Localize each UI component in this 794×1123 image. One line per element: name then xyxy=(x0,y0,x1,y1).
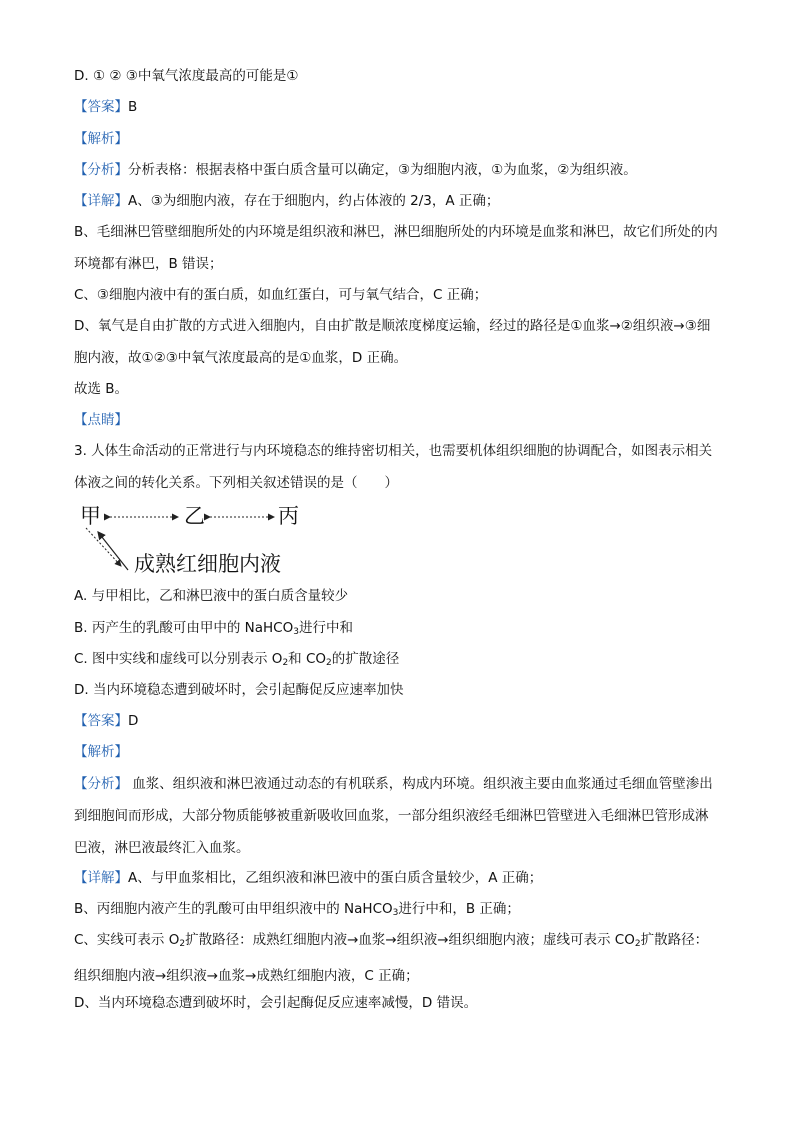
q2-detail-c: C、③细胞内液中有的蛋白质，如血红蛋白，可与氧气结合，C 正确； xyxy=(74,287,488,303)
q2-detail-a: 【详解】A、③为细胞内液，存在于细胞内，约占体液的 2/3，A 正确； xyxy=(74,193,500,209)
label-rbc: 成熟红细胞内液 xyxy=(134,552,281,576)
q3-option-c: C. 图中实线和虚线可以分别表示 $O_2$和 $CO_2$的扩散途径 xyxy=(74,651,400,668)
q3-stem: 3. 人体生命活动的正常进行与内环境稳态的维持密切相关，也需要机体组织细胞的协调配合，如图表示相关体液之间的转化关系。下列相关叙述错误的是（ ） xyxy=(74,443,713,491)
q3-detail-b: B、丙细胞内液产生的乳酸可由甲组织液中的 NaHCO$_3$进行中和，B 正确； xyxy=(74,901,520,918)
q3-detail-d: D、当内环境稳态遭到破坏时，会引起酶促反应速率减慢，D 错误。 xyxy=(74,995,478,1011)
fluid-diagram xyxy=(78,498,318,580)
q2-dianjing-tag: 【点睛】 xyxy=(74,412,128,428)
label-yi: 乙 xyxy=(184,504,205,528)
q3-detail-a: 【详解】A、与甲血浆相比，乙组织液和淋巴液中的蛋白质含量较少，A 正确； xyxy=(74,870,543,886)
arrow-jia-rbc-dashed xyxy=(86,528,121,566)
q3-fenxi: 【分析】 血浆、组织液和淋巴液通过动态的有机联系，构成内环境。组织液主要由血浆通过毛细血管壁渗出到细胞间而形成，大部分物质能够被重新吸收回血浆，一部分组织液经毛细淋巴管壁进入毛细淋巴管形成淋巴液，淋巴液最终汇入血浆。 xyxy=(74,776,713,856)
q3-answer: 【答案】D xyxy=(74,713,139,729)
q2-conclusion: 故选 B。 xyxy=(74,381,129,397)
q3-analysis-tag: 【解析】 xyxy=(74,744,128,760)
q3-detail-c: C、实线可表示 $O_2$扩散路径：成熟红细胞内液→血浆→组织液→组织细胞内液；虚线可表示 $CO_2$扩散路径：组织细胞内液→组织液→血浆→成熟红细胞内液，C 正确； xyxy=(74,932,709,984)
q2-option-d: D. ① ② ③中氧气浓度最高的可能是① xyxy=(74,68,299,84)
q3-option-a: A. 与甲相比，乙和淋巴液中的蛋白质含量较少 xyxy=(74,588,349,604)
q2-detail-d: D、氧气是自由扩散的方式进入细胞内，自由扩散是顺浓度梯度运输，经过的路径是①血浆→②组织液→③细胞内液，故①②③中氧气浓度最高的是①血浆，D 正确。 xyxy=(74,318,711,366)
label-bing: 丙 xyxy=(278,504,299,528)
q3-option-b: B. 丙产生的乳酸可由甲中的 NaHCO$_3$进行中和 xyxy=(74,620,353,637)
q2-fenxi: 【分析】分析表格：根据表格中蛋白质含量可以确定，③为细胞内液，①为血浆，②为组织液。 xyxy=(74,162,637,178)
arrow-rbc-jia-solid xyxy=(98,532,128,570)
q2-answer xyxy=(74,97,137,117)
q3-option-d: D. 当内环境稳态遭到破坏时，会引起酶促反应速率加快 xyxy=(74,682,404,698)
q2-analysis-tag: 【解析】 xyxy=(74,131,128,147)
label-jia: 甲 xyxy=(80,504,101,528)
answer-value: B xyxy=(128,99,138,115)
q2-detail-b: B、毛细淋巴管壁细胞所处的内环境是组织液和淋巴，淋巴细胞所处的内环境是血浆和淋巴，故它们所处的内环境都有淋巴，B 错误； xyxy=(74,224,718,272)
answer-tag: 【答案】 xyxy=(74,99,128,115)
